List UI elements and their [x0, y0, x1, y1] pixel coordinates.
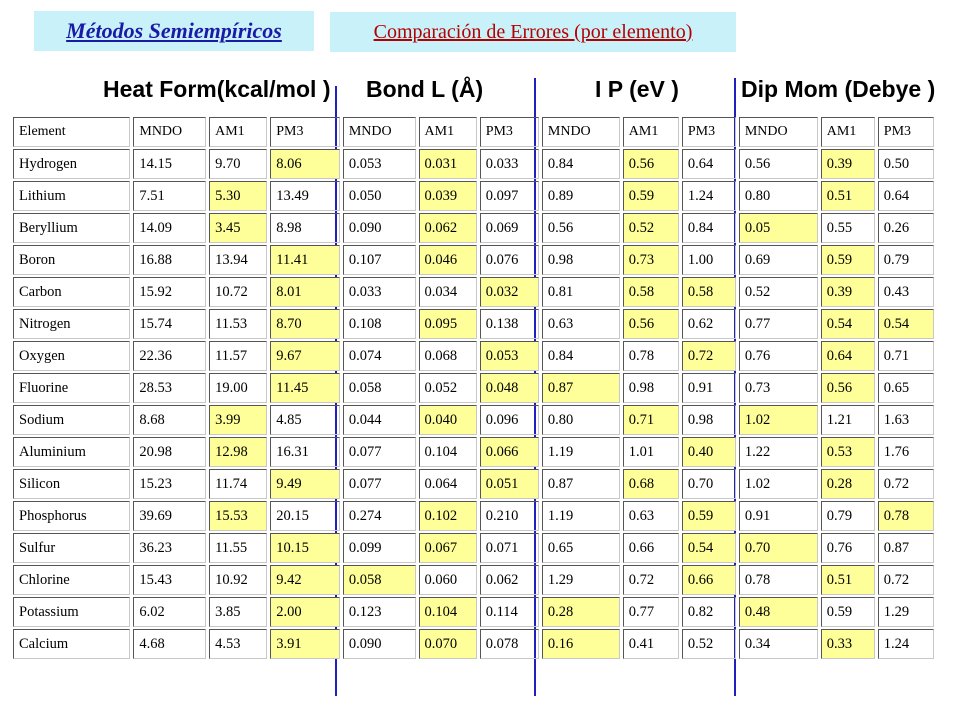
table-row: [13, 469, 934, 499]
value-cell: 0.56: [623, 309, 679, 339]
value-cell: 0.64: [878, 181, 934, 211]
value-cell: 0.51: [821, 565, 875, 595]
value-cell: 0.72: [878, 469, 934, 499]
value-cell: 0.80: [542, 405, 620, 435]
value-cell: 0.33: [821, 629, 875, 659]
value-cell: 0.79: [878, 245, 934, 275]
group-header-heat-formation: Heat Form(kcal/mol ): [103, 76, 331, 102]
value-cell: 0.52: [682, 629, 736, 659]
group-header-bond-length: Bond L (Å): [366, 76, 484, 102]
value-cell: 14.15: [133, 149, 206, 179]
value-cell: 6.02: [133, 597, 206, 627]
value-cell: 0.058: [343, 565, 416, 595]
value-cell: 3.85: [209, 597, 267, 627]
value-cell: 0.108: [343, 309, 416, 339]
value-cell: 0.55: [821, 213, 875, 243]
column-header-method: MNDO: [739, 117, 818, 147]
table-row: [13, 213, 934, 243]
column-header-method: MNDO: [343, 117, 416, 147]
value-cell: 11.57: [209, 341, 267, 371]
value-cell: 0.067: [419, 533, 477, 563]
table-row: [13, 373, 934, 403]
value-cell: 0.123: [343, 597, 416, 627]
value-cell: 0.39: [821, 149, 875, 179]
element-name-cell: Lithium: [13, 181, 130, 211]
value-cell: 0.73: [623, 245, 679, 275]
value-cell: 0.71: [878, 341, 934, 371]
column-header-element: Element: [13, 117, 130, 147]
table-row: [13, 149, 934, 179]
element-name-cell: Chlorine: [13, 565, 130, 595]
value-cell: 0.62: [682, 309, 736, 339]
value-cell: 0.062: [419, 213, 477, 243]
table-row: [13, 597, 934, 627]
value-cell: 1.76: [878, 437, 934, 467]
group-header-dipole-moment: Dip Mom (Debye ): [741, 76, 936, 102]
value-cell: 0.54: [821, 309, 875, 339]
value-cell: 0.096: [480, 405, 539, 435]
column-header-method: PM3: [878, 117, 934, 147]
value-cell: 0.81: [542, 277, 620, 307]
value-cell: 0.72: [623, 565, 679, 595]
value-cell: 2.00: [270, 597, 340, 627]
value-cell: 0.070: [419, 629, 477, 659]
value-cell: 0.64: [821, 341, 875, 371]
table-row: [13, 501, 934, 531]
value-cell: 0.98: [682, 405, 736, 435]
value-cell: 0.73: [739, 373, 818, 403]
value-cell: 20.98: [133, 437, 206, 467]
value-cell: 4.85: [270, 405, 340, 435]
column-header-method: AM1: [419, 117, 477, 147]
value-cell: 0.58: [682, 277, 736, 307]
value-cell: 10.92: [209, 565, 267, 595]
value-cell: 3.99: [209, 405, 267, 435]
value-cell: 0.039: [419, 181, 477, 211]
value-cell: 0.053: [343, 149, 416, 179]
table-row: [13, 533, 934, 563]
value-cell: 0.59: [623, 181, 679, 211]
table-row: [13, 437, 934, 467]
value-cell: 1.29: [542, 565, 620, 595]
value-cell: 4.53: [209, 629, 267, 659]
value-cell: 0.064: [419, 469, 477, 499]
value-cell: 0.031: [419, 149, 477, 179]
value-cell: 0.80: [739, 181, 818, 211]
value-cell: 0.72: [682, 341, 736, 371]
element-name-cell: Hydrogen: [13, 149, 130, 179]
value-cell: 0.43: [878, 277, 934, 307]
value-cell: 9.67: [270, 341, 340, 371]
value-cell: 0.54: [682, 533, 736, 563]
value-cell: 1.02: [739, 405, 818, 435]
value-cell: 28.53: [133, 373, 206, 403]
value-cell: 0.54: [878, 309, 934, 339]
value-cell: 20.15: [270, 501, 340, 531]
value-cell: 0.91: [739, 501, 818, 531]
subtitle-box: [330, 12, 736, 52]
value-cell: 16.88: [133, 245, 206, 275]
value-cell: 0.91: [682, 373, 736, 403]
value-cell: 0.058: [343, 373, 416, 403]
value-cell: 0.046: [419, 245, 477, 275]
element-name-cell: Carbon: [13, 277, 130, 307]
value-cell: 0.090: [343, 629, 416, 659]
column-header-method: PM3: [480, 117, 539, 147]
table-row: [13, 245, 934, 275]
value-cell: 0.102: [419, 501, 477, 531]
table-row: [13, 309, 934, 339]
value-cell: 1.24: [878, 629, 934, 659]
value-cell: 0.078: [480, 629, 539, 659]
value-cell: 0.41: [623, 629, 679, 659]
value-cell: 13.94: [209, 245, 267, 275]
value-cell: 1.00: [682, 245, 736, 275]
value-cell: 0.56: [623, 149, 679, 179]
value-cell: 11.55: [209, 533, 267, 563]
value-cell: 0.066: [480, 437, 539, 467]
element-name-cell: Silicon: [13, 469, 130, 499]
value-cell: 10.72: [209, 277, 267, 307]
value-cell: 0.040: [419, 405, 477, 435]
value-cell: 11.74: [209, 469, 267, 499]
value-cell: 36.23: [133, 533, 206, 563]
value-cell: 0.060: [419, 565, 477, 595]
value-cell: 0.66: [682, 565, 736, 595]
value-cell: 0.50: [878, 149, 934, 179]
value-cell: 3.45: [209, 213, 267, 243]
value-cell: 0.78: [878, 501, 934, 531]
element-name-cell: Phosphorus: [13, 501, 130, 531]
element-name-cell: Sodium: [13, 405, 130, 435]
value-cell: 0.59: [821, 245, 875, 275]
value-cell: 0.56: [542, 213, 620, 243]
value-cell: 16.31: [270, 437, 340, 467]
value-cell: 9.49: [270, 469, 340, 499]
value-cell: 0.048: [480, 373, 539, 403]
value-cell: 0.66: [623, 533, 679, 563]
value-cell: 9.42: [270, 565, 340, 595]
value-cell: 0.65: [878, 373, 934, 403]
value-cell: 0.053: [480, 341, 539, 371]
value-cell: 0.84: [542, 149, 620, 179]
value-cell: 0.052: [419, 373, 477, 403]
value-cell: 0.138: [480, 309, 539, 339]
value-cell: 0.050: [343, 181, 416, 211]
value-cell: 0.64: [682, 149, 736, 179]
value-cell: 4.68: [133, 629, 206, 659]
element-name-cell: Boron: [13, 245, 130, 275]
value-cell: 0.89: [542, 181, 620, 211]
element-name-cell: Fluorine: [13, 373, 130, 403]
value-cell: 0.097: [480, 181, 539, 211]
value-cell: 0.59: [821, 597, 875, 627]
value-cell: 1.63: [878, 405, 934, 435]
element-name-cell: Nitrogen: [13, 309, 130, 339]
value-cell: 0.39: [821, 277, 875, 307]
value-cell: 0.051: [480, 469, 539, 499]
value-cell: 0.033: [480, 149, 539, 179]
column-header-method: PM3: [270, 117, 340, 147]
value-cell: 0.76: [739, 341, 818, 371]
value-cell: 0.210: [480, 501, 539, 531]
value-cell: 0.076: [480, 245, 539, 275]
value-cell: 0.114: [480, 597, 539, 627]
slide-title[interactable]: Métodos Semiempíricos: [66, 18, 282, 43]
value-cell: 10.15: [270, 533, 340, 563]
value-cell: 0.090: [343, 213, 416, 243]
value-cell: 9.70: [209, 149, 267, 179]
table-row: [13, 565, 934, 595]
value-cell: 0.062: [480, 565, 539, 595]
value-cell: 5.30: [209, 181, 267, 211]
value-cell: 0.05: [739, 213, 818, 243]
value-cell: 0.65: [542, 533, 620, 563]
element-name-cell: Sulfur: [13, 533, 130, 563]
table-row: [13, 341, 934, 371]
value-cell: 0.074: [343, 341, 416, 371]
column-header-method: MNDO: [133, 117, 206, 147]
value-cell: 0.63: [623, 501, 679, 531]
value-cell: 0.099: [343, 533, 416, 563]
value-cell: 19.00: [209, 373, 267, 403]
table-row: [13, 277, 934, 307]
value-cell: 11.45: [270, 373, 340, 403]
value-cell: 0.84: [542, 341, 620, 371]
value-cell: 0.98: [542, 245, 620, 275]
value-cell: 0.63: [542, 309, 620, 339]
element-name-cell: Beryllium: [13, 213, 130, 243]
value-cell: 0.077: [343, 437, 416, 467]
table-row: [13, 181, 934, 211]
value-cell: 1.19: [542, 501, 620, 531]
slide-subtitle[interactable]: Comparación de Errores (por elemento): [373, 20, 693, 43]
element-name-cell: Aluminium: [13, 437, 130, 467]
value-cell: 0.034: [419, 277, 477, 307]
value-cell: 0.095: [419, 309, 477, 339]
value-cell: 0.044: [343, 405, 416, 435]
group-header-ionization-potential: I P (eV ): [595, 76, 679, 102]
value-cell: 11.41: [270, 245, 340, 275]
value-cell: 0.69: [739, 245, 818, 275]
value-cell: 7.51: [133, 181, 206, 211]
value-cell: 0.77: [739, 309, 818, 339]
value-cell: 11.53: [209, 309, 267, 339]
value-cell: 12.98: [209, 437, 267, 467]
element-name-cell: Oxygen: [13, 341, 130, 371]
value-cell: 0.72: [878, 565, 934, 595]
value-cell: 0.032: [480, 277, 539, 307]
value-cell: 14.09: [133, 213, 206, 243]
table-body: [13, 149, 934, 659]
value-cell: 0.56: [821, 373, 875, 403]
value-cell: 0.53: [821, 437, 875, 467]
value-cell: 0.077: [343, 469, 416, 499]
value-cell: 3.91: [270, 629, 340, 659]
value-cell: 0.069: [480, 213, 539, 243]
value-cell: 1.21: [821, 405, 875, 435]
column-header-method: PM3: [682, 117, 736, 147]
value-cell: 8.98: [270, 213, 340, 243]
value-cell: 0.70: [682, 469, 736, 499]
value-cell: 0.068: [419, 341, 477, 371]
value-cell: 0.071: [480, 533, 539, 563]
value-cell: 15.74: [133, 309, 206, 339]
value-cell: 1.29: [878, 597, 934, 627]
value-cell: 8.68: [133, 405, 206, 435]
value-cell: 0.68: [623, 469, 679, 499]
value-cell: 8.01: [270, 277, 340, 307]
value-cell: 1.24: [682, 181, 736, 211]
value-cell: 15.53: [209, 501, 267, 531]
value-cell: 0.107: [343, 245, 416, 275]
value-cell: 0.51: [821, 181, 875, 211]
title-box: [34, 11, 314, 51]
value-cell: 0.48: [739, 597, 818, 627]
value-cell: 0.70: [739, 533, 818, 563]
table-row: [13, 405, 934, 435]
value-cell: 0.56: [739, 149, 818, 179]
element-name-cell: Calcium: [13, 629, 130, 659]
table-row: [13, 629, 934, 659]
value-cell: 1.22: [739, 437, 818, 467]
value-cell: 8.70: [270, 309, 340, 339]
value-cell: 0.104: [419, 597, 477, 627]
value-cell: 8.06: [270, 149, 340, 179]
value-cell: 1.02: [739, 469, 818, 499]
value-cell: 0.52: [623, 213, 679, 243]
value-cell: 15.92: [133, 277, 206, 307]
value-cell: 0.87: [878, 533, 934, 563]
value-cell: 0.87: [542, 469, 620, 499]
value-cell: 0.34: [739, 629, 818, 659]
value-cell: 0.28: [821, 469, 875, 499]
value-cell: 39.69: [133, 501, 206, 531]
element-name-cell: Potassium: [13, 597, 130, 627]
column-header-method: MNDO: [542, 117, 620, 147]
value-cell: 0.40: [682, 437, 736, 467]
value-cell: 0.79: [821, 501, 875, 531]
value-cell: 1.01: [623, 437, 679, 467]
value-cell: 13.49: [270, 181, 340, 211]
value-cell: 0.16: [542, 629, 620, 659]
value-cell: 0.26: [878, 213, 934, 243]
value-cell: 0.58: [623, 277, 679, 307]
value-cell: 0.82: [682, 597, 736, 627]
value-cell: 22.36: [133, 341, 206, 371]
error-comparison-table: [10, 115, 937, 661]
value-cell: 0.77: [623, 597, 679, 627]
value-cell: 0.52: [739, 277, 818, 307]
value-cell: 0.87: [542, 373, 620, 403]
value-cell: 0.78: [739, 565, 818, 595]
value-cell: 0.84: [682, 213, 736, 243]
value-cell: 0.59: [682, 501, 736, 531]
value-cell: 0.033: [343, 277, 416, 307]
column-header-method: AM1: [209, 117, 267, 147]
comparison-table-container: [10, 115, 937, 661]
value-cell: 0.104: [419, 437, 477, 467]
value-cell: 0.98: [623, 373, 679, 403]
column-header-method: AM1: [623, 117, 679, 147]
value-cell: 15.23: [133, 469, 206, 499]
value-cell: 0.28: [542, 597, 620, 627]
value-cell: 1.19: [542, 437, 620, 467]
column-header-method: AM1: [821, 117, 875, 147]
value-cell: 0.71: [623, 405, 679, 435]
value-cell: 0.76: [821, 533, 875, 563]
value-cell: 0.274: [343, 501, 416, 531]
value-cell: 15.43: [133, 565, 206, 595]
table-header-row: [13, 117, 934, 147]
value-cell: 0.78: [623, 341, 679, 371]
